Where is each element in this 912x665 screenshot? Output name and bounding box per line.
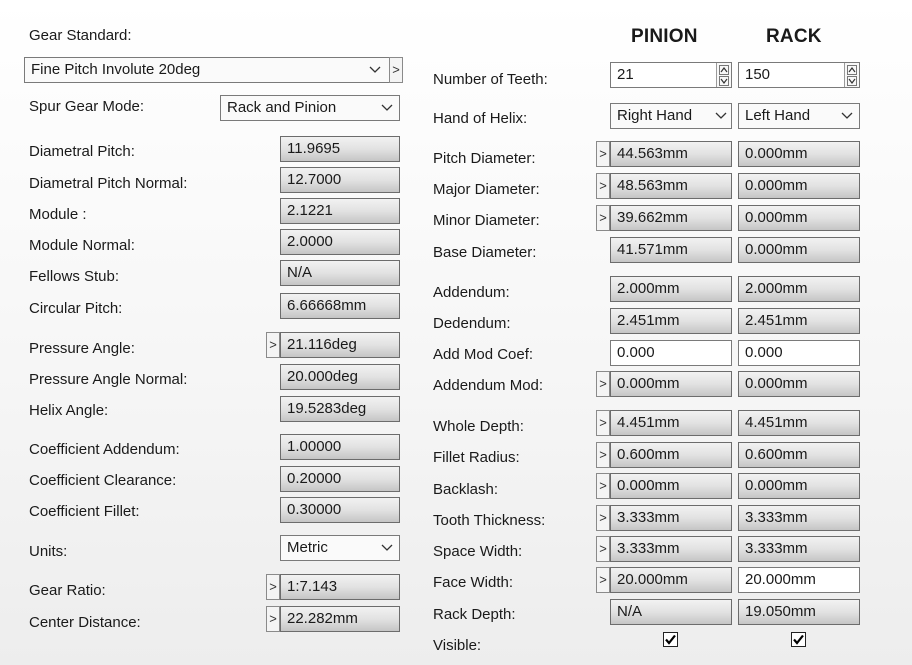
addendum-label: Addendum: <box>433 284 510 301</box>
addendum-mod-label: Addendum Mod: <box>433 377 544 394</box>
rack-helix-value: Left Hand <box>745 107 811 124</box>
pinion-addendum[interactable] <box>610 276 732 302</box>
pinion-pitch-diameter-value: 44.563mm <box>617 145 688 162</box>
hand-of-helix-label: Hand of Helix: <box>433 110 528 127</box>
fellows-stub-label: Fellows Stub: <box>29 268 120 285</box>
base-diameter-label: Base Diameter: <box>433 244 537 261</box>
pinion-pitch-diameter[interactable] <box>610 141 732 167</box>
spur-mode-value: Rack and Pinion <box>227 99 337 116</box>
rack-add-mod-coef-input[interactable] <box>738 340 860 366</box>
coefficient-clearance-value: 0.20000 <box>287 470 342 487</box>
diametral-pitch-normal-label: Diametral Pitch Normal: <box>29 175 188 192</box>
module-value: 2.1221 <box>287 202 333 219</box>
circular-pitch-label: Circular Pitch: <box>29 300 123 317</box>
pinion-major-diameter-value: 48.563mm <box>617 177 688 194</box>
chevron-right-icon: > <box>599 210 607 225</box>
pinion-tooth-thickness-value: 3.333mm <box>617 509 680 526</box>
diametral-pitch-value: 11.9695 <box>287 140 341 157</box>
rack-space-width-value: 3.333mm <box>745 540 808 557</box>
units-value: Metric <box>287 539 328 556</box>
chevron-right-icon: > <box>599 447 607 462</box>
pinion-dedendum-value: 2.451mm <box>617 312 680 329</box>
pitch-diameter-expander[interactable] <box>596 141 610 167</box>
spur-mode-label: Spur Gear Mode: <box>29 98 145 115</box>
rack-rack-depth[interactable] <box>738 599 860 625</box>
pinion-header: PINION <box>631 26 698 47</box>
gear-ratio-expander[interactable] <box>266 574 280 600</box>
rack-pitch-diameter-value: 0.000mm <box>745 145 808 162</box>
chevron-down-icon <box>381 104 393 112</box>
helix-angle-value: 19.5283deg <box>287 400 367 417</box>
pinion-major-diameter[interactable] <box>610 173 732 199</box>
rack-minor-diameter-value: 0.000mm <box>745 209 808 226</box>
rack-rack-depth-value: 19.050mm <box>745 603 816 620</box>
gear-standard-value: Fine Pitch Involute 20deg <box>31 61 201 78</box>
gear-standard-expander[interactable] <box>389 57 403 83</box>
gear-standard-select[interactable] <box>24 57 390 83</box>
whole-depth-expander[interactable] <box>596 410 610 436</box>
rack-fillet-radius[interactable] <box>738 442 860 468</box>
center-distance-value: 22.282mm <box>287 610 358 627</box>
helix-angle-label: Helix Angle: <box>29 402 109 419</box>
pinion-tooth-thickness[interactable] <box>610 505 732 531</box>
module-label: Module : <box>29 206 87 223</box>
coefficient-clearance-label: Coefficient Clearance: <box>29 472 177 489</box>
spin-down-icon[interactable] <box>719 76 729 86</box>
rack-teeth-input[interactable] <box>738 62 860 88</box>
chevron-right-icon: > <box>599 572 607 587</box>
pinion-helix-value: Right Hand <box>617 107 693 124</box>
backlash-label: Backlash: <box>433 481 499 498</box>
spur-mode-select[interactable] <box>220 95 400 121</box>
rack-addendum[interactable] <box>738 276 860 302</box>
rack-whole-depth-value: 4.451mm <box>745 414 808 431</box>
module-normal-field[interactable] <box>280 229 400 255</box>
dedendum-label: Dedendum: <box>433 315 511 332</box>
coefficient-addendum-field[interactable] <box>280 434 400 460</box>
face-width-label: Face Width: <box>433 574 514 591</box>
pinion-rack-depth[interactable] <box>610 599 732 625</box>
pressure-angle-label: Pressure Angle: <box>29 340 135 357</box>
rack-pitch-diameter[interactable] <box>738 141 860 167</box>
rack-header: RACK <box>766 26 822 47</box>
pinion-space-width[interactable] <box>610 536 732 562</box>
chevron-right-icon: > <box>599 478 607 493</box>
pinion-space-width-value: 3.333mm <box>617 540 680 557</box>
diametral-pitch-normal-value: 12.7000 <box>287 171 342 188</box>
rack-base-diameter[interactable] <box>738 237 860 263</box>
rack-tooth-thickness-value: 3.333mm <box>745 509 808 526</box>
rack-space-width[interactable] <box>738 536 860 562</box>
coefficient-fillet-value: 0.30000 <box>287 501 342 518</box>
pinion-face-width-value: 20.000mm <box>617 571 688 588</box>
chevron-right-icon: > <box>599 541 607 556</box>
pinion-helix-select[interactable] <box>610 103 732 129</box>
major-diameter-label: Major Diameter: <box>433 181 540 198</box>
whole-depth-label: Whole Depth: <box>433 418 524 435</box>
center-distance-field[interactable] <box>280 606 400 632</box>
pinion-backlash-value: 0.000mm <box>617 477 680 494</box>
units-label: Units: <box>29 543 68 560</box>
gear-ratio-field[interactable] <box>280 574 400 600</box>
rack-face-width-value: 20.000mm <box>745 571 816 588</box>
module-field[interactable] <box>280 198 400 224</box>
center-distance-label: Center Distance: <box>29 614 141 631</box>
pinion-minor-diameter[interactable] <box>610 205 732 231</box>
spin-up-icon[interactable] <box>719 65 729 75</box>
chevron-down-icon <box>381 544 393 552</box>
chevron-right-icon: > <box>392 62 400 77</box>
pinion-teeth-input[interactable] <box>610 62 732 88</box>
chevron-right-icon: > <box>599 510 607 525</box>
rack-addendum-mod-value: 0.000mm <box>745 375 808 392</box>
tooth-thickness-label: Tooth Thickness: <box>433 512 546 529</box>
add-mod-coef-label: Add Mod Coef: <box>433 346 534 363</box>
chevron-right-icon: > <box>269 579 277 594</box>
diametral-pitch-label: Diametral Pitch: <box>29 143 135 160</box>
pinion-backlash[interactable] <box>610 473 732 499</box>
pinion-addendum-value: 2.000mm <box>617 280 680 297</box>
rack-teeth-value: 150 <box>745 66 771 83</box>
chevron-right-icon: > <box>269 611 277 626</box>
rack-visible-checkbox[interactable] <box>791 632 806 647</box>
rack-whole-depth[interactable] <box>738 410 860 436</box>
coefficient-addendum-label: Coefficient Addendum: <box>29 441 180 458</box>
pinion-add-mod-coef-input[interactable] <box>610 340 732 366</box>
minor-diameter-expander[interactable] <box>596 205 610 231</box>
pinion-face-width[interactable] <box>610 567 732 593</box>
coefficient-fillet-label: Coefficient Fillet: <box>29 503 140 520</box>
pinion-base-diameter[interactable] <box>610 237 732 263</box>
rack-major-diameter[interactable] <box>738 173 860 199</box>
fillet-radius-label: Fillet Radius: <box>433 449 520 466</box>
rack-dedendum-value: 2.451mm <box>745 312 808 329</box>
pinion-dedendum[interactable] <box>610 308 732 334</box>
pinion-addendum-mod-value: 0.000mm <box>617 375 680 392</box>
helix-angle-field[interactable] <box>280 396 400 422</box>
addendum-mod-expander[interactable] <box>596 371 610 397</box>
rack-minor-diameter[interactable] <box>738 205 860 231</box>
pressure-angle-normal-field[interactable] <box>280 364 400 390</box>
visible-label: Visible: <box>433 637 482 654</box>
pinion-whole-depth-value: 4.451mm <box>617 414 680 431</box>
pressure-angle-expander[interactable] <box>266 332 280 358</box>
major-diameter-expander[interactable] <box>596 173 610 199</box>
rack-face-width-input[interactable] <box>738 567 860 593</box>
rack-tooth-thickness[interactable] <box>738 505 860 531</box>
space-width-label: Space Width: <box>433 543 523 560</box>
pinion-fillet-radius[interactable] <box>610 442 732 468</box>
chevron-right-icon: > <box>269 337 277 352</box>
fellows-stub-value: N/A <box>287 264 313 281</box>
chevron-right-icon: > <box>599 415 607 430</box>
rack-dedendum[interactable] <box>738 308 860 334</box>
spin-up-icon[interactable] <box>847 65 857 75</box>
rack-backlash-value: 0.000mm <box>745 477 808 494</box>
circular-pitch-value: 6.66668mm <box>287 297 367 314</box>
rack-major-diameter-value: 0.000mm <box>745 177 808 194</box>
chevron-right-icon: > <box>599 376 607 391</box>
tooth-thickness-expander[interactable] <box>596 505 610 531</box>
coefficient-addendum-value: 1.00000 <box>287 438 342 455</box>
diametral-pitch-field[interactable] <box>280 136 400 162</box>
pinion-visible-checkbox[interactable] <box>663 632 678 647</box>
rack-helix-select[interactable] <box>738 103 860 129</box>
checkmark-icon <box>664 633 677 646</box>
pinion-addendum-mod[interactable] <box>610 371 732 397</box>
rack-teeth-spinner[interactable] <box>844 63 859 88</box>
pinion-whole-depth[interactable] <box>610 410 732 436</box>
coefficient-clearance-field[interactable] <box>280 466 400 492</box>
module-normal-label: Module Normal: <box>29 237 135 254</box>
pinion-minor-diameter-value: 39.662mm <box>617 209 688 226</box>
gear-ratio-label: Gear Ratio: <box>29 582 106 599</box>
number-of-teeth-label: Number of Teeth: <box>433 71 548 88</box>
diametral-pitch-normal-field[interactable] <box>280 167 400 193</box>
gear-ratio-value: 1:7.143 <box>287 578 338 595</box>
chevron-down-icon <box>841 112 853 120</box>
fellows-stub-field[interactable] <box>280 260 400 286</box>
pressure-angle-field[interactable] <box>280 332 400 358</box>
fillet-radius-expander[interactable] <box>596 442 610 468</box>
backlash-expander[interactable] <box>596 473 610 499</box>
pressure-angle-value: 21.116deg <box>287 336 357 353</box>
pinion-rack-depth-value: N/A <box>617 603 643 620</box>
minor-diameter-label: Minor Diameter: <box>433 212 540 229</box>
rack-base-diameter-value: 0.000mm <box>745 241 808 258</box>
chevron-down-icon <box>715 112 727 120</box>
pinion-fillet-radius-value: 0.600mm <box>617 446 680 463</box>
rack-backlash[interactable] <box>738 473 860 499</box>
gear-standard-label: Gear Standard: <box>29 27 132 44</box>
units-select[interactable] <box>280 535 400 561</box>
rack-depth-label: Rack Depth: <box>433 606 516 623</box>
coefficient-fillet-field[interactable] <box>280 497 400 523</box>
rack-fillet-radius-value: 0.600mm <box>745 446 808 463</box>
pinion-teeth-value: 21 <box>617 66 634 83</box>
rack-addendum-mod[interactable] <box>738 371 860 397</box>
pitch-diameter-label: Pitch Diameter: <box>433 150 536 167</box>
chevron-down-icon <box>369 66 381 74</box>
circular-pitch-field[interactable] <box>280 293 400 319</box>
module-normal-value: 2.0000 <box>287 233 333 250</box>
pressure-angle-normal-value: 20.000deg <box>287 368 358 385</box>
face-width-expander[interactable] <box>596 567 610 593</box>
center-distance-expander[interactable] <box>266 606 280 632</box>
space-width-expander[interactable] <box>596 536 610 562</box>
checkmark-icon <box>792 633 805 646</box>
pinion-add-mod-coef-value: 0.000 <box>617 344 655 361</box>
chevron-right-icon: > <box>599 146 607 161</box>
rack-add-mod-coef-value: 0.000 <box>745 344 783 361</box>
pressure-angle-normal-label: Pressure Angle Normal: <box>29 371 188 388</box>
spin-down-icon[interactable] <box>847 76 857 86</box>
rack-addendum-value: 2.000mm <box>745 280 808 297</box>
pinion-base-diameter-value: 41.571mm <box>617 241 688 258</box>
chevron-right-icon: > <box>599 178 607 193</box>
pinion-teeth-spinner[interactable] <box>716 63 731 88</box>
